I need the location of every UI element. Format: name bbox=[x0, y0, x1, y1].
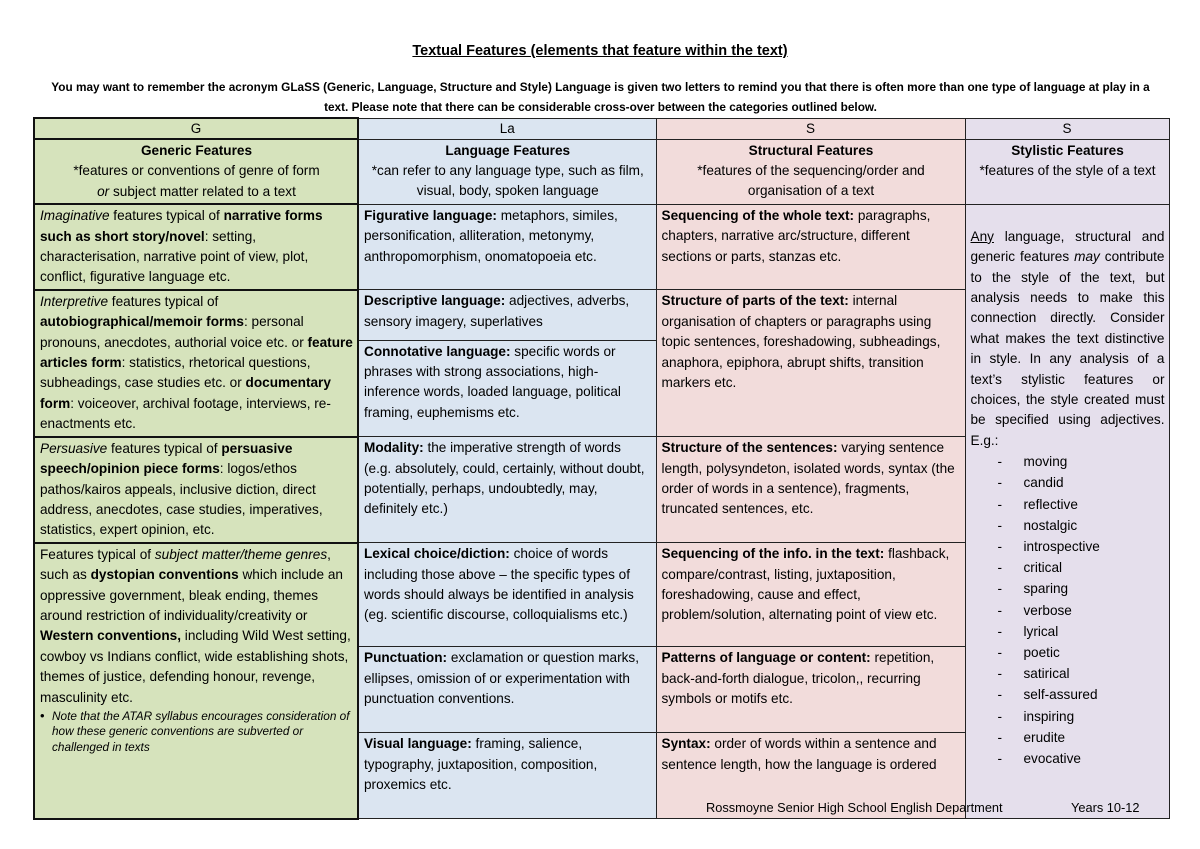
stylistic-p2: contribute to the style of the text, but analysis needs to make this connection directly. Consider what makes the text distinctive in style. In any analysis of a text’s stylistic features or choices, the style created must be specified using adjectives. E.g.: bbox=[970, 249, 1165, 448]
list-item: - lyrical bbox=[971, 621, 1165, 642]
list-item: - erudite bbox=[971, 727, 1165, 748]
connotative-label: Connotative language: bbox=[364, 343, 511, 359]
may-word: may bbox=[1074, 249, 1100, 265]
list-item: - inspiring bbox=[971, 706, 1165, 727]
punctuation-text: exclamation or question marks, ellipses, omission of or experimentation with punctuation conventions. bbox=[364, 650, 639, 707]
letter-g: G bbox=[34, 118, 358, 139]
list-item: - satirical bbox=[971, 663, 1165, 684]
persuasive-label: Persuasive bbox=[40, 440, 108, 456]
figurative-text: metaphors, similes, personification, alliteration, metonymy, anthropomorphism, onomatopoeia etc. bbox=[364, 207, 618, 264]
generic-imaginative bbox=[34, 204, 358, 290]
syntax-text: order of words within a sentence and sentence length, how the language is ordered bbox=[661, 736, 937, 772]
list-item: - poetic bbox=[971, 642, 1165, 663]
intro-text: You may want to remember the acronym GLaSS (Generic, Language, Structure and Style) Language is given two letters to remind you that there is often more than one type of language at play in a text. Please note that there can be considerable cross-over between the categories outlined below. bbox=[51, 80, 1150, 114]
visual-label: Visual language: bbox=[364, 736, 472, 752]
descriptive-label: Descriptive language: bbox=[364, 293, 506, 309]
sentences-text: varying sentence length, polysyndeton, isolated words, syntax (the order of words in a sentence), fragments, truncated sentences, etc. bbox=[661, 440, 955, 517]
list-item: - critical bbox=[971, 557, 1165, 578]
imaginative-label: Imaginative bbox=[40, 208, 110, 224]
language-modality bbox=[358, 437, 656, 543]
persuasive-text: features typical of bbox=[107, 440, 222, 456]
footer-years: Years 10-12 bbox=[1071, 800, 1140, 815]
atar-note: • Note that the ATAR syllabus encourages consideration of how these generic conventions are subverted or challenged in texts bbox=[40, 709, 353, 756]
interpretive-bold2: feature articles form bbox=[40, 334, 353, 371]
generic-subject-matter bbox=[34, 543, 358, 819]
stylistic-body bbox=[965, 204, 1169, 819]
parts-text: internal organisation of chapters or paragraphs using topic sentences, foreshadowing, subheadings, anaphora, epiphora, abrupt shifts, transition markers etc. bbox=[661, 293, 941, 390]
whole-text-label: Sequencing of the whole text: bbox=[661, 207, 855, 223]
any-word: Any bbox=[970, 228, 994, 244]
stylistic-heading: Stylistic Features bbox=[1011, 142, 1124, 158]
list-item: - nostalgic bbox=[971, 515, 1165, 536]
generic-header bbox=[34, 139, 358, 204]
info-sequence-label: Sequencing of the info. in the text: bbox=[661, 546, 885, 562]
modality-text: the imperative strength of words (e.g. absolutely, could, certainly, without doubt, potentially, perhaps, undoubtedly, may, definitely etc.) bbox=[364, 440, 645, 517]
parts-label: Structure of parts of the text: bbox=[661, 293, 849, 309]
language-descriptive bbox=[358, 290, 656, 340]
structural-parts bbox=[656, 290, 965, 437]
visual-text: framing, salience, typography, juxtaposition, composition, proxemics etc. bbox=[364, 736, 598, 793]
list-item: - self-assured bbox=[971, 684, 1165, 705]
syntax-label: Syntax: bbox=[661, 736, 711, 752]
persuasive-rest: : logos/ethos pathos/kairos appeals, inclusive diction, direct address, anecdotes, case studies, imperatives, statistics, expert opinion, etc. bbox=[40, 461, 323, 538]
interpretive-bold3: documentary form bbox=[40, 375, 331, 411]
glass-table bbox=[33, 117, 1170, 820]
list-item: - introspective bbox=[971, 536, 1165, 557]
structural-whole-text bbox=[656, 204, 965, 290]
list-item: - sparing bbox=[971, 578, 1165, 599]
subject-bold2: Western conventions, bbox=[40, 628, 182, 644]
interpretive-rest2: : statistics, rhetorical questions, subheadings, case studies etc. or bbox=[40, 355, 311, 391]
letter-la: La bbox=[358, 118, 656, 139]
generic-desc-or: or bbox=[97, 183, 110, 199]
patterns-label: Patterns of language or content: bbox=[661, 650, 871, 666]
footer-school: Rossmoyne Senior High School English Department bbox=[706, 800, 1003, 815]
imaginative-text: features typical of bbox=[109, 208, 224, 224]
language-heading: Language Features bbox=[445, 142, 571, 158]
subject-text3: which include an oppressive government, bleak ending, themes around restriction of individuality/creativity or bbox=[40, 567, 343, 623]
interpretive-rest1: : personal pronouns, anecdotes, authorial voice etc. or bbox=[40, 314, 308, 350]
list-item: - evocative bbox=[971, 748, 1165, 769]
generic-interpretive bbox=[34, 290, 358, 437]
generic-persuasive bbox=[34, 437, 358, 543]
lexical-text: choice of words including those above – the specific types of words should always be identified in analysis (eg. scientific discourse, colloquialisms etc.) bbox=[364, 546, 634, 623]
structural-heading: Structural Features bbox=[748, 142, 874, 158]
letter-s-structural: S bbox=[656, 118, 965, 139]
language-connotative bbox=[358, 340, 656, 437]
list-item: - verbose bbox=[971, 600, 1165, 621]
language-punctuation bbox=[358, 647, 656, 733]
structural-desc: *features of the sequencing/order and organisation of a text bbox=[697, 162, 925, 199]
figurative-label: Figurative language: bbox=[364, 207, 497, 223]
punctuation-label: Punctuation: bbox=[364, 650, 448, 666]
whole-text-text: paragraphs, chapters, narrative arc/structure, different sections or parts, stanzas etc. bbox=[661, 207, 931, 264]
generic-heading: Generic Features bbox=[140, 143, 253, 158]
modality-label: Modality: bbox=[364, 440, 424, 456]
language-desc: *can refer to any language type, such as film, visual, body, spoken language bbox=[371, 162, 644, 199]
structural-patterns bbox=[656, 647, 965, 733]
interpretive-rest3: : voiceover, archival footage, interviews, re-enactments etc. bbox=[40, 395, 331, 432]
subject-text1: Features typical of bbox=[40, 546, 155, 562]
structural-header bbox=[656, 139, 965, 204]
stylistic-header bbox=[965, 139, 1169, 204]
interpretive-bold1: autobiographical/memoir forms bbox=[40, 314, 244, 330]
structural-sentences bbox=[656, 437, 965, 543]
structural-info-sequence bbox=[656, 543, 965, 647]
stylistic-desc: *features of the style of a text bbox=[979, 162, 1156, 178]
connotative-text: specific words or phrases with strong associations, high-inference words, loaded language, political framing, euphemisms etc. bbox=[364, 343, 621, 420]
list-item: - candid bbox=[971, 472, 1165, 493]
language-header bbox=[358, 139, 656, 204]
persuasive-bold: persuasive speech/opinion piece forms bbox=[40, 440, 293, 477]
language-figurative bbox=[358, 204, 656, 290]
subject-em: subject matter/theme genres bbox=[154, 546, 328, 562]
adjective-list bbox=[971, 451, 1165, 769]
generic-desc-b: subject matter related to a text bbox=[109, 183, 296, 199]
stylistic-p1: language, structural and generic features bbox=[970, 228, 1165, 265]
interpretive-label: Interpretive bbox=[40, 293, 109, 309]
descriptive-text: adjectives, adverbs, sensory imagery, superlatives bbox=[364, 293, 630, 329]
subject-text2: , such as bbox=[40, 546, 331, 583]
imaginative-bold: narrative forms such as short story/novel bbox=[40, 208, 323, 244]
language-visual bbox=[358, 733, 656, 819]
language-lexical bbox=[358, 543, 656, 647]
letter-s-stylistic: S bbox=[965, 118, 1169, 139]
lexical-label: Lexical choice/diction: bbox=[364, 546, 510, 562]
subject-bold1: dystopian conventions bbox=[90, 567, 239, 583]
sentences-label: Structure of the sentences: bbox=[661, 440, 838, 456]
patterns-text: repetition, back-and-forth dialogue, tricolon,, recurring symbols or motifs etc. bbox=[661, 650, 935, 707]
generic-desc-a: *features or conventions of genre of form bbox=[73, 163, 320, 179]
subject-text4: including Wild West setting, cowboy vs Indians conflict, wide establishing shots, themes of justice, defending honour, revenge, masculinity etc. bbox=[40, 628, 351, 705]
list-item: - reflective bbox=[971, 494, 1165, 515]
imaginative-rest: : setting, characterisation, narrative point of view, plot, conflict, figurative language etc. bbox=[40, 228, 309, 285]
document-title: Textual Features (elements that feature within the text) bbox=[412, 43, 788, 59]
list-item: - moving bbox=[971, 451, 1165, 472]
info-sequence-text: flashback, compare/contrast, listing, juxtaposition, foreshadowing, cause and effect, problem/solution, alternating point of view etc. bbox=[661, 546, 950, 623]
interpretive-text: features typical of bbox=[108, 293, 219, 309]
